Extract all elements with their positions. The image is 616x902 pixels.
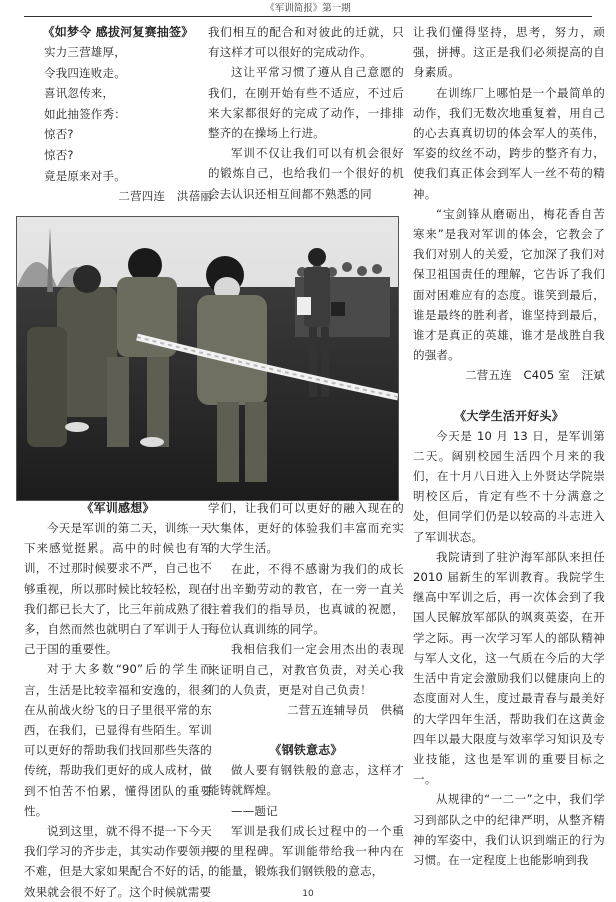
paragraph: “宝剑锋从磨砺出，梅花香自苦寒来”是我对军训的体会，它教会了我们对别人的关爱，它加深了我们对保卫祖国责任的理解，它告诉了我们面对困难应有的态度。谁笑到最后，谁是最终的胜利者，谁坚持到最后，谁才是真正的英雄，谁才是战胜自我的强者。 xyxy=(413,206,605,363)
article-right-column xyxy=(413,22,605,870)
poem-line: 惊否? xyxy=(44,147,74,162)
article-author: 二营五连辅导员 供稿 xyxy=(287,703,404,718)
paragraph: 我相信我们一定会用杰出的表现来证明自己，对教官负责，对关心我们的人负责，更是对自己负责！ xyxy=(208,642,404,697)
paragraph: 从规律的“一二一”之中，我们学习到部队之中的纪律严明，从整齐精神的军姿中，我们认识到端正的行为习惯。在一定程度上也能影响到我 xyxy=(413,792,605,867)
paragraph: 军训是我们成长过程中的一个重要的里程碑。军训能带给我一种内在的能量，锻炼我们钢铁般的意志， xyxy=(208,823,404,879)
page-number: 10 xyxy=(302,889,314,899)
poem-line: 竟是原来对手。 xyxy=(44,168,126,183)
poem-title: 《如梦令 感拔河复赛抽签》 xyxy=(42,25,194,39)
paragraph: 我院请到了驻沪海军部队来担任 2010 届新生的军训教育。我院学生继高中军训之后，再一次体会到了我国人民解放军部队的飒爽英姿，在开学之际。再一次学习军人的部队精神与军人文化，这一气质在今后的大学生活中肯定会激励我们以健康向上的态度面对人生，度过最青春与最美好的大学四年生活，帮助我们在这黄金四年以最大限度与效率学习知识及专业技能，这也是军训的重要目标之一。 xyxy=(413,549,605,787)
article-title: 《大学生活开好头》 xyxy=(454,408,564,423)
paragraph: 这让平常习惯了遵从自己意愿的我们，在刚开始有些不适应，不过后来大家都很好的完成了动作，一排排整齐的在操场上行进。 xyxy=(208,65,404,141)
poem-line: 实力三营雄厚， xyxy=(44,45,126,59)
poem-line: 喜讯忽传来， xyxy=(44,86,115,101)
paragraph: 让我们懂得坚持，思考，努力，顽强，拼搏。这正是我们必须提高的自身素质。 xyxy=(413,25,605,80)
poem-lines xyxy=(24,42,212,186)
paragraph: 做人要有钢铁般的意志，这样才能铸就辉煌。 xyxy=(208,763,404,798)
poem-line: 如此抽签作秀： xyxy=(44,106,126,121)
paragraph: 我们相互的配合和对彼此的迁就，只有这样才可以很好的完成动作。 xyxy=(208,25,404,60)
paragraph: 今天是军训的第二天，训练一天下来感觉挺累。高中的时候也有军训，不过那时候要求不严，自己也不够重视，所以那时候比较轻松，现在我们都已长大了，比三年前成熟了很多，自然而然也就明白了军训于人于己于国的重要性。 xyxy=(24,521,212,657)
article-continuation-top xyxy=(208,22,404,204)
tug-of-war-photo xyxy=(16,216,399,501)
poem-author: 二营四连 洪蓓丽 xyxy=(118,189,212,204)
paragraph: 今天是 10 月 13 日，是军训第二天。阔别校园生活四个月来的我们，在十月八日进入上外贤达学院崇明校区后，肯定有些不十分满意之处，但同学们仍是以较高的斗志进入了军训状态。 xyxy=(413,428,605,544)
paragraph: 学们，让我们可以更好的融入现在的大集体，更好的体验我们丰富而充实的大学生活。 xyxy=(208,501,404,556)
paragraph: 军训不仅让我们可以有机会很好的锻炼自己，也给我们一个很好的机会去认识还相互间都不熟悉的同 xyxy=(208,146,404,201)
article-title: 《钢铁意志》 xyxy=(269,743,343,758)
article-iron-will xyxy=(208,498,404,881)
paragraph: 对于大多数“90”后的学生而言，生活是比较幸福和安逸的，很多在从前战火纷飞的日子里很平常的东西，在我们，已显得有些陌生。军训可以更好的帮助我们找回那些失落的传统，帮助我们更好的成人成材，做到不怕苦不怕累，懂得团队的重要性。 xyxy=(24,662,212,818)
poem-section xyxy=(24,22,212,206)
page-header: 《军训简报》第一期 xyxy=(24,2,592,17)
article-title: 《军训感想》 xyxy=(81,501,155,515)
paragraph: 说到这里，就不得不提一下今天我们学习的齐步走，其实动作要领并不难，但是大家如果配合不好的话，效果就会很不好了。这个时候就需要 xyxy=(24,824,212,899)
paragraph: 在此，不得不感谢为我们的成长付出辛勤劳动的教官，在一旁一直关注着我们的指导员，也真诚的祝愿，每位认真训练的同学。 xyxy=(208,561,404,637)
article-military-thoughts xyxy=(24,498,212,902)
epigraph-note: ——题记 xyxy=(231,803,278,818)
article-author: 二营五连 C405 室 汪斌 xyxy=(465,368,605,383)
poem-line: 令我四连败走。 xyxy=(44,65,126,80)
paragraph: 在训练厂上哪怕是一个最简单的动作，我们无数次地重复着，用自己的心去真真切切的体会军人的英伟，军姿的纹丝不动，跨步的整齐有力，使我们真正体会到军人一丝不苟的精神。 xyxy=(413,85,605,201)
poem-line: 惊否? xyxy=(44,127,74,142)
